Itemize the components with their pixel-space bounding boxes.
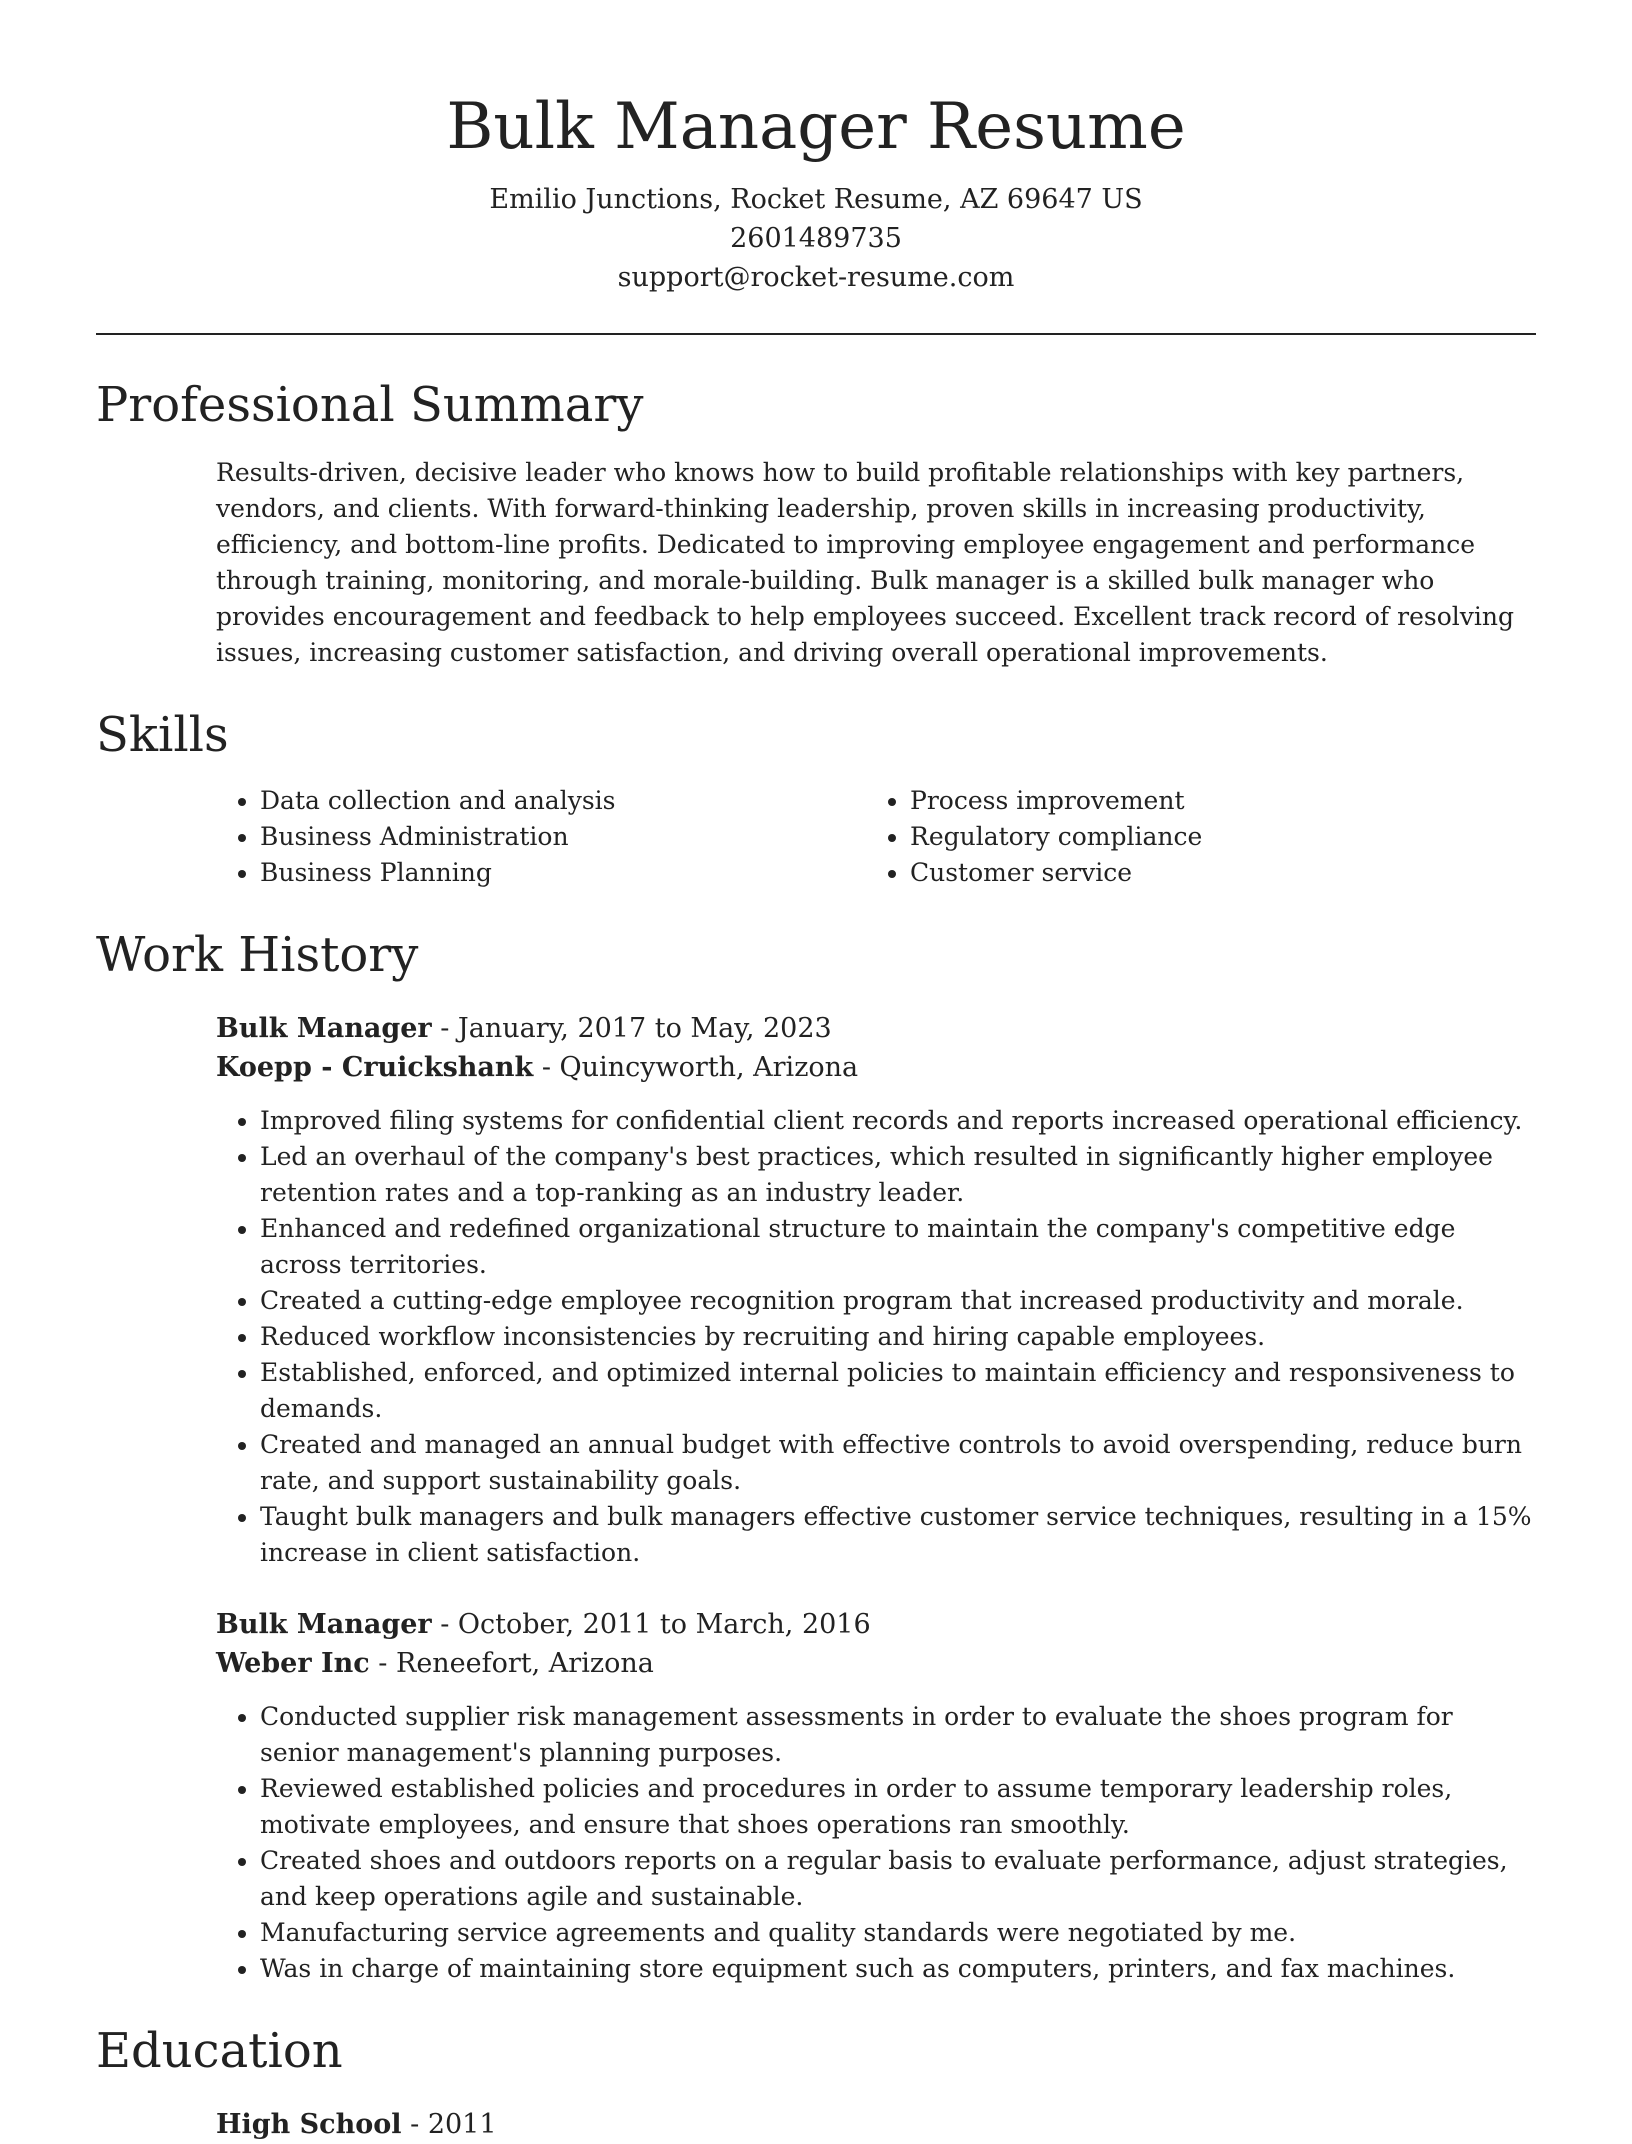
- resume-header: [96, 0, 1536, 297]
- job-bullet: • Led an overhaul of the company's best practices, which resulted in significantly higher employee retention rates and a top-ranking as an industry leader.: [260, 1139, 1536, 1211]
- job-bullets: [216, 1699, 1536, 1987]
- contact-phone: 2601489735: [730, 223, 902, 254]
- separator: -: [431, 1013, 458, 1044]
- skill-item: • Business Administration: [260, 819, 866, 855]
- education-year: 2011: [427, 2109, 497, 2140]
- separator: -: [369, 1648, 396, 1679]
- education-heading: Education: [96, 2023, 343, 2079]
- job-bullet: • Taught bulk managers and bulk managers effective customer service techniques, resulting in a 15% increase in client satisfaction.: [260, 1499, 1536, 1571]
- summary-text: Results-driven, decisive leader who knows how to build profitable relationships with key partners, vendors, and clients. With forward-thinking leadership, proven skills in increasing productivity, efficiency, and bottom-line profits. Dedicated to improving employee engagement and performance through training, monitoring, and morale-building. Bulk manager is a skilled bulk manager who provides encouragement and feedback to help employees succeed. Excellent track record of resolving issues, increasing customer satisfaction, and driving overall operational improvements.: [216, 458, 1514, 667]
- skill-item: • Data collection and analysis: [260, 783, 866, 819]
- job-company: Weber Inc: [216, 1648, 370, 1679]
- education-degree: High School: [216, 2109, 402, 2140]
- job-bullet: • Conducted supplier risk management assessments in order to evaluate the shoes program for senior management's planning purposes.: [260, 1699, 1536, 1771]
- job-bullet: • Created a cutting-edge employee recognition program that increased productivity and morale.: [260, 1283, 1536, 1319]
- job-bullet: • Enhanced and redefined organizational structure to maintain the company's competitive edge across territories.: [260, 1211, 1536, 1283]
- skill-item: • Regulatory compliance: [910, 819, 1516, 855]
- contact-address: Emilio Junctions, Rocket Resume, AZ 69647 US: [489, 184, 1143, 215]
- job-company-line: [216, 1644, 1536, 1683]
- separator: -: [401, 2109, 428, 2140]
- work-history-heading: Work History: [96, 927, 419, 983]
- job-entry: [216, 1605, 1536, 1987]
- job-bullet: • Improved filing systems for confidential client records and reports increased operational efficiency.: [260, 1103, 1536, 1139]
- education-section: [96, 2021, 1536, 2144]
- job-entry: [216, 1009, 1536, 1571]
- summary-section: [96, 375, 1536, 671]
- job-company-line: [216, 1048, 1536, 1087]
- job-location: Reneefort, Arizona: [395, 1648, 654, 1679]
- job-bullet: • Established, enforced, and optimized internal policies to maintain efficiency and responsiveness to demands.: [260, 1355, 1536, 1427]
- skills-column-left: [216, 783, 866, 891]
- job-bullet: • Was in charge of maintaining store equipment such as computers, printers, and fax machines.: [260, 1951, 1536, 1987]
- job-title: Bulk Manager: [216, 1609, 432, 1640]
- resume-page: [96, 0, 1536, 2144]
- skill-item: • Process improvement: [910, 783, 1516, 819]
- work-history-section: [96, 925, 1536, 1987]
- skills-column-right: [866, 783, 1516, 891]
- skills-heading: Skills: [96, 707, 229, 763]
- skills-section: [96, 705, 1536, 891]
- job-dates: January, 2017 to May, 2023: [457, 1013, 832, 1044]
- job-bullet: • Created shoes and outdoors reports on a regular basis to evaluate performance, adjust strategies, and keep operations agile and sustainable.: [260, 1843, 1536, 1915]
- job-location: Quincyworth, Arizona: [559, 1052, 859, 1083]
- skills-list: [216, 783, 1536, 891]
- header-divider: [96, 333, 1536, 335]
- contact-email: support@rocket-resume.com: [617, 262, 1015, 293]
- resume-title: Bulk Manager Resume: [446, 90, 1186, 164]
- separator: -: [533, 1052, 560, 1083]
- job-bullet: • Reviewed established policies and procedures in order to assume temporary leadership roles, motivate employees, and ensure that shoes operations ran smoothly.: [260, 1771, 1536, 1843]
- job-title-line: [216, 1009, 1536, 1048]
- job-bullets: [216, 1103, 1536, 1571]
- job-title: Bulk Manager: [216, 1013, 432, 1044]
- contact-info: [96, 180, 1536, 297]
- job-bullet: • Created and managed an annual budget with effective controls to avoid overspending, reduce burn rate, and support sustainability goals.: [260, 1427, 1536, 1499]
- job-title-line: [216, 1605, 1536, 1644]
- job-dates: October, 2011 to March, 2016: [457, 1609, 871, 1640]
- job-bullet: • Manufacturing service agreements and quality standards were negotiated by me.: [260, 1915, 1536, 1951]
- job-company: Koepp - Cruickshank: [216, 1052, 534, 1083]
- skill-item: • Business Planning: [260, 855, 866, 891]
- education-entry: [216, 2105, 1536, 2144]
- separator: -: [431, 1609, 458, 1640]
- skill-item: • Customer service: [910, 855, 1516, 891]
- summary-heading: Professional Summary: [96, 377, 644, 433]
- job-bullet: • Reduced workflow inconsistencies by recruiting and hiring capable employees.: [260, 1319, 1536, 1355]
